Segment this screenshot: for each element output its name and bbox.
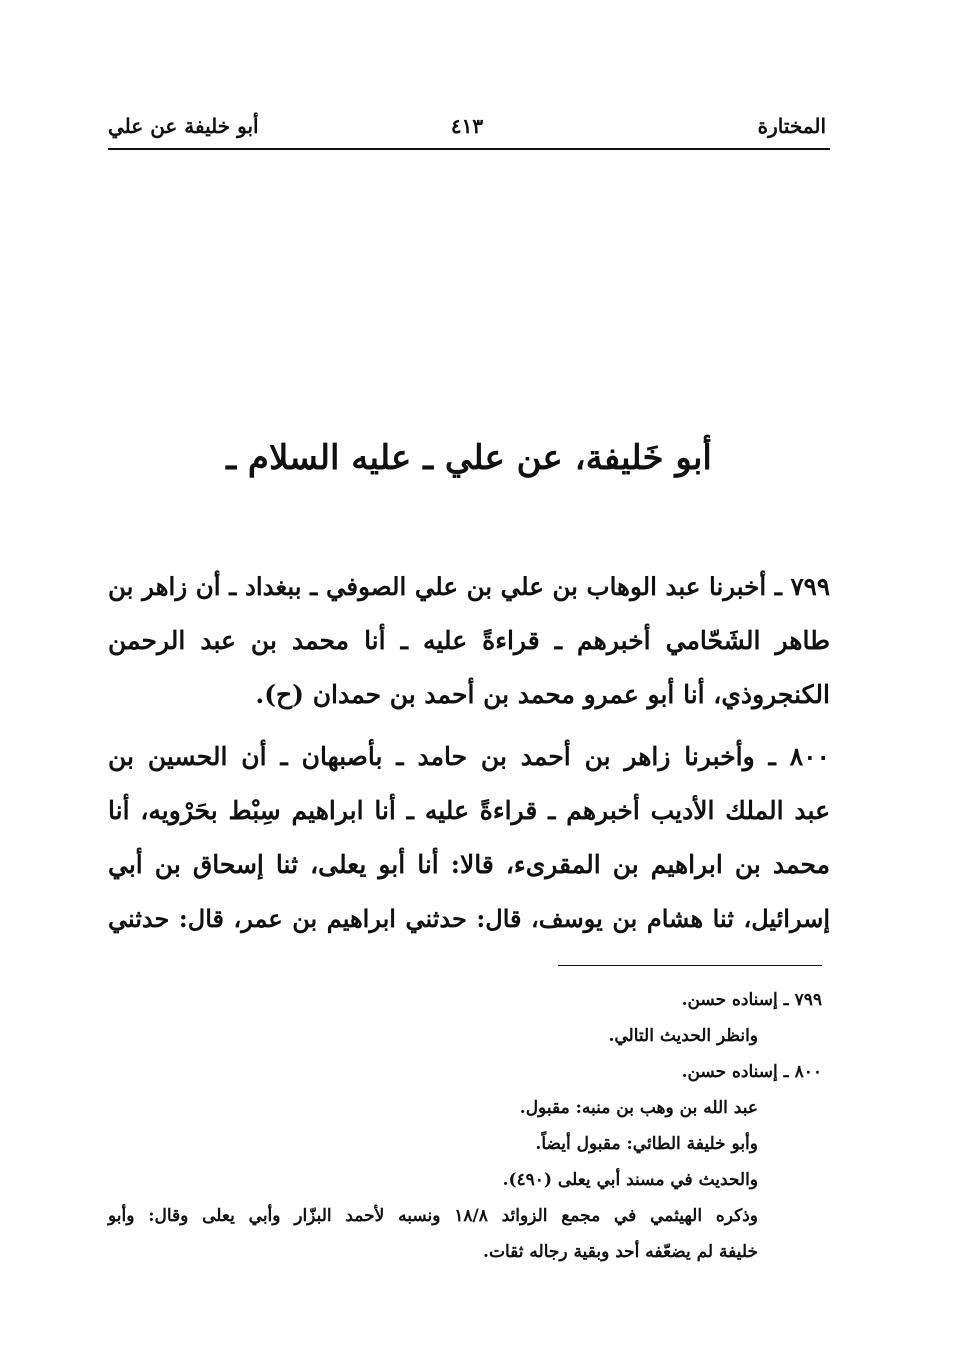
footnote-line: والحديث في مسند أبي يعلى (٤٩٠). bbox=[502, 1170, 758, 1190]
hadith-line: عبد الملك الأديب أخبرهم ـ قراءةً عليه ـ أنا ابراهيم سِبْط بحَرْويه، أنا bbox=[108, 796, 830, 825]
footnote-line: خليفة لم يضعّفه أحد وبقية رجاله ثقات. bbox=[483, 1242, 758, 1262]
page-number: ٤١٣ bbox=[450, 114, 484, 138]
chapter-title: أبو خَليفة، عن علي ـ عليه السلام ـ bbox=[226, 438, 712, 478]
hadith-line: محمد بن ابراهيم بن المقرىء، قالا: أنا أبو يعلى، ثنا إسحاق بن أبي bbox=[108, 850, 830, 879]
hadith-800 bbox=[108, 730, 830, 946]
header-rule bbox=[108, 148, 830, 150]
hadith-line: ٧٩٩ ـ أخبرنا عبد الوهاب بن علي بن علي الصوفي ـ ببغداد ـ أن زاهر بن bbox=[108, 572, 830, 601]
hadith-line: طاهر الشَحّامي أخبرهم ـ قراءةً عليه ـ أنا محمد بن عبد الرحمن bbox=[108, 626, 830, 655]
footnote-line: ٨٠٠ ـ إسناده حسن. bbox=[681, 1062, 822, 1082]
footnote-line: وأبو خليفة الطائي: مقبول أيضاً. bbox=[535, 1134, 758, 1154]
footnote-rule bbox=[558, 965, 822, 966]
book-title: المختارة bbox=[757, 114, 826, 138]
running-header bbox=[108, 108, 826, 148]
hadith-line: إسرائيل، ثنا هشام بن يوسف، قال: حدثني ابراهيم بن عمر، قال: حدثني bbox=[108, 904, 830, 933]
footnote-line: ٧٩٩ ـ إسناده حسن. bbox=[681, 990, 822, 1010]
footnote-line: عبد الله بن وهب بن منبه: مقبول. bbox=[519, 1098, 758, 1118]
hadith-line: الكنجروذي، أنا أبو عمرو محمد بن أحمد بن حمدان (ح). bbox=[255, 680, 830, 709]
hadith-line: ٨٠٠ ـ وأخبرنا زاهر بن أحمد بن حامد ـ بأصبهان ـ أن الحسين بن bbox=[108, 742, 830, 771]
running-chapter-title: أبو خليفة عن علي bbox=[108, 114, 259, 138]
footnotes bbox=[108, 982, 822, 1270]
footnote-line: وانظر الحديث التالي. bbox=[608, 1026, 758, 1046]
footnote-line: وذكره الهيثمي في مجمع الزوائد ١٨/٨ ونسبه لأحمد البزّار وأبي يعلى وقال: وأبو bbox=[108, 1206, 758, 1226]
hadith-799 bbox=[108, 560, 830, 722]
